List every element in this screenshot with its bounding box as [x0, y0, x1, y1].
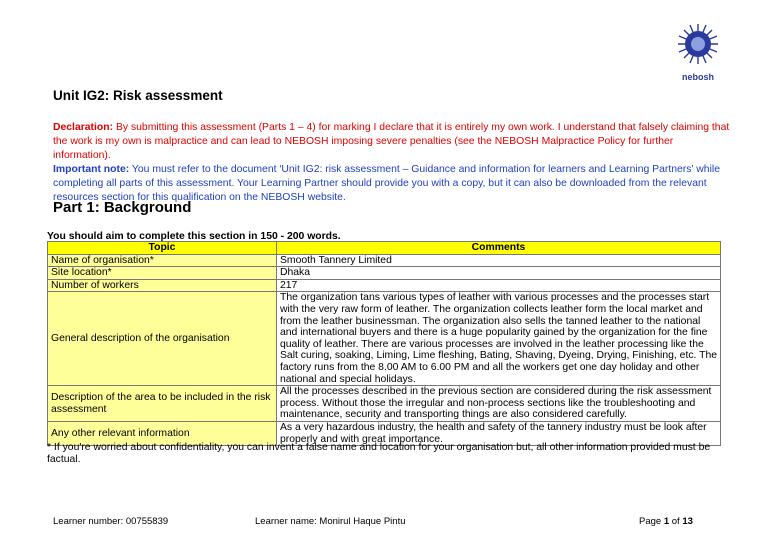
topic-cell: Site location* [48, 267, 277, 280]
total-pages: 13 [682, 516, 693, 527]
page-of: of [669, 516, 683, 527]
section-heading: Part 1: Background [53, 199, 192, 216]
header-comments: Comments [277, 242, 721, 255]
word-guidance: You should aim to complete this section in 150 - 200 words. [47, 231, 341, 242]
topic-cell: General description of the organisation [48, 292, 277, 386]
table-row [48, 279, 721, 292]
table-row [48, 386, 721, 422]
comment-cell[interactable]: As a very hazardous industry, the health and safety of the tannery industry must be look after properly and with great importance. [277, 421, 721, 445]
important-text: You must refer to the document 'Unit IG2: risk assessment – Guidance and information for learners and Learning Partners' while completing all parts of this assessment. Your Learning Partner should provide you with a copy, but it can also be downloaded from the relevant resources section for this qualification on the NEBOSH website. [53, 164, 720, 203]
comment-cell[interactable]: 217 [277, 279, 721, 292]
nebosh-logo [676, 23, 720, 83]
current-page: 1 [663, 516, 670, 527]
learner-name: Learner name: Monirul Haque Pintu [255, 516, 406, 527]
confidentiality-footnote: * If you're worried about confidentiality, you can invent a false name and location for your organisation but, all other information provided must be factual. [47, 442, 711, 465]
page-title: Unit IG2: Risk assessment [53, 88, 223, 103]
comment-cell[interactable]: Smooth Tannery Limited [277, 254, 721, 267]
table-row [48, 267, 721, 280]
background-table [47, 241, 721, 446]
declaration-label: Declaration: [53, 122, 114, 133]
declaration-text: By submitting this assessment (Parts 1 – 4) for marking I declare that it is entirely my own work. I understand that falsely claiming that the work is my own is malpractice and can lead to NEBOSH imposing severe penalties (see the NEBOSH Malpractice Policy for further information). [53, 122, 730, 161]
topic-cell: Description of the area to be included in the risk assessment [48, 386, 277, 422]
page-number [639, 516, 693, 527]
table-row [48, 254, 721, 267]
topic-cell: Any other relevant information [48, 421, 277, 445]
learner-number: Learner number: 00755839 [53, 516, 169, 527]
declaration [53, 121, 733, 163]
comment-cell[interactable]: The organization tans various types of leather with various processes and the processes start with the very raw form of leather. The organization collects leather form the local market and from the leather businessman. The organization also sells the tanned leather to the national and international buyers and there is a huge popularity gained by the organization for the fine quality of leather. There are various processes are involved in the leather processing like the Salt curing, soaking, Liming, Lime fleshing, Bating, Shaving, Dyeing, Drying, Finishing, etc. The factory runs from the 8.00 AM to 6.00 PM and all the workers get one day holiday and other national and special holidays. [277, 292, 721, 386]
topic-cell: Number of workers [48, 279, 277, 292]
table-header-row [48, 242, 721, 255]
page-prefix: Page [639, 516, 664, 527]
table-row [48, 292, 721, 386]
comment-cell[interactable]: Dhaka [277, 267, 721, 280]
topic-cell: Name of organisation* [48, 254, 277, 267]
header-topic: Topic [48, 242, 277, 255]
comment-cell[interactable]: All the processes described in the previous section are considered during the risk assessment process. Without those the irregular and non-process sections like the troubleshooting and maintenance, security and transporting things are also considered carefully. [277, 386, 721, 422]
logo-text: nebosh [681, 72, 714, 82]
important-label: Important note: [53, 164, 130, 175]
